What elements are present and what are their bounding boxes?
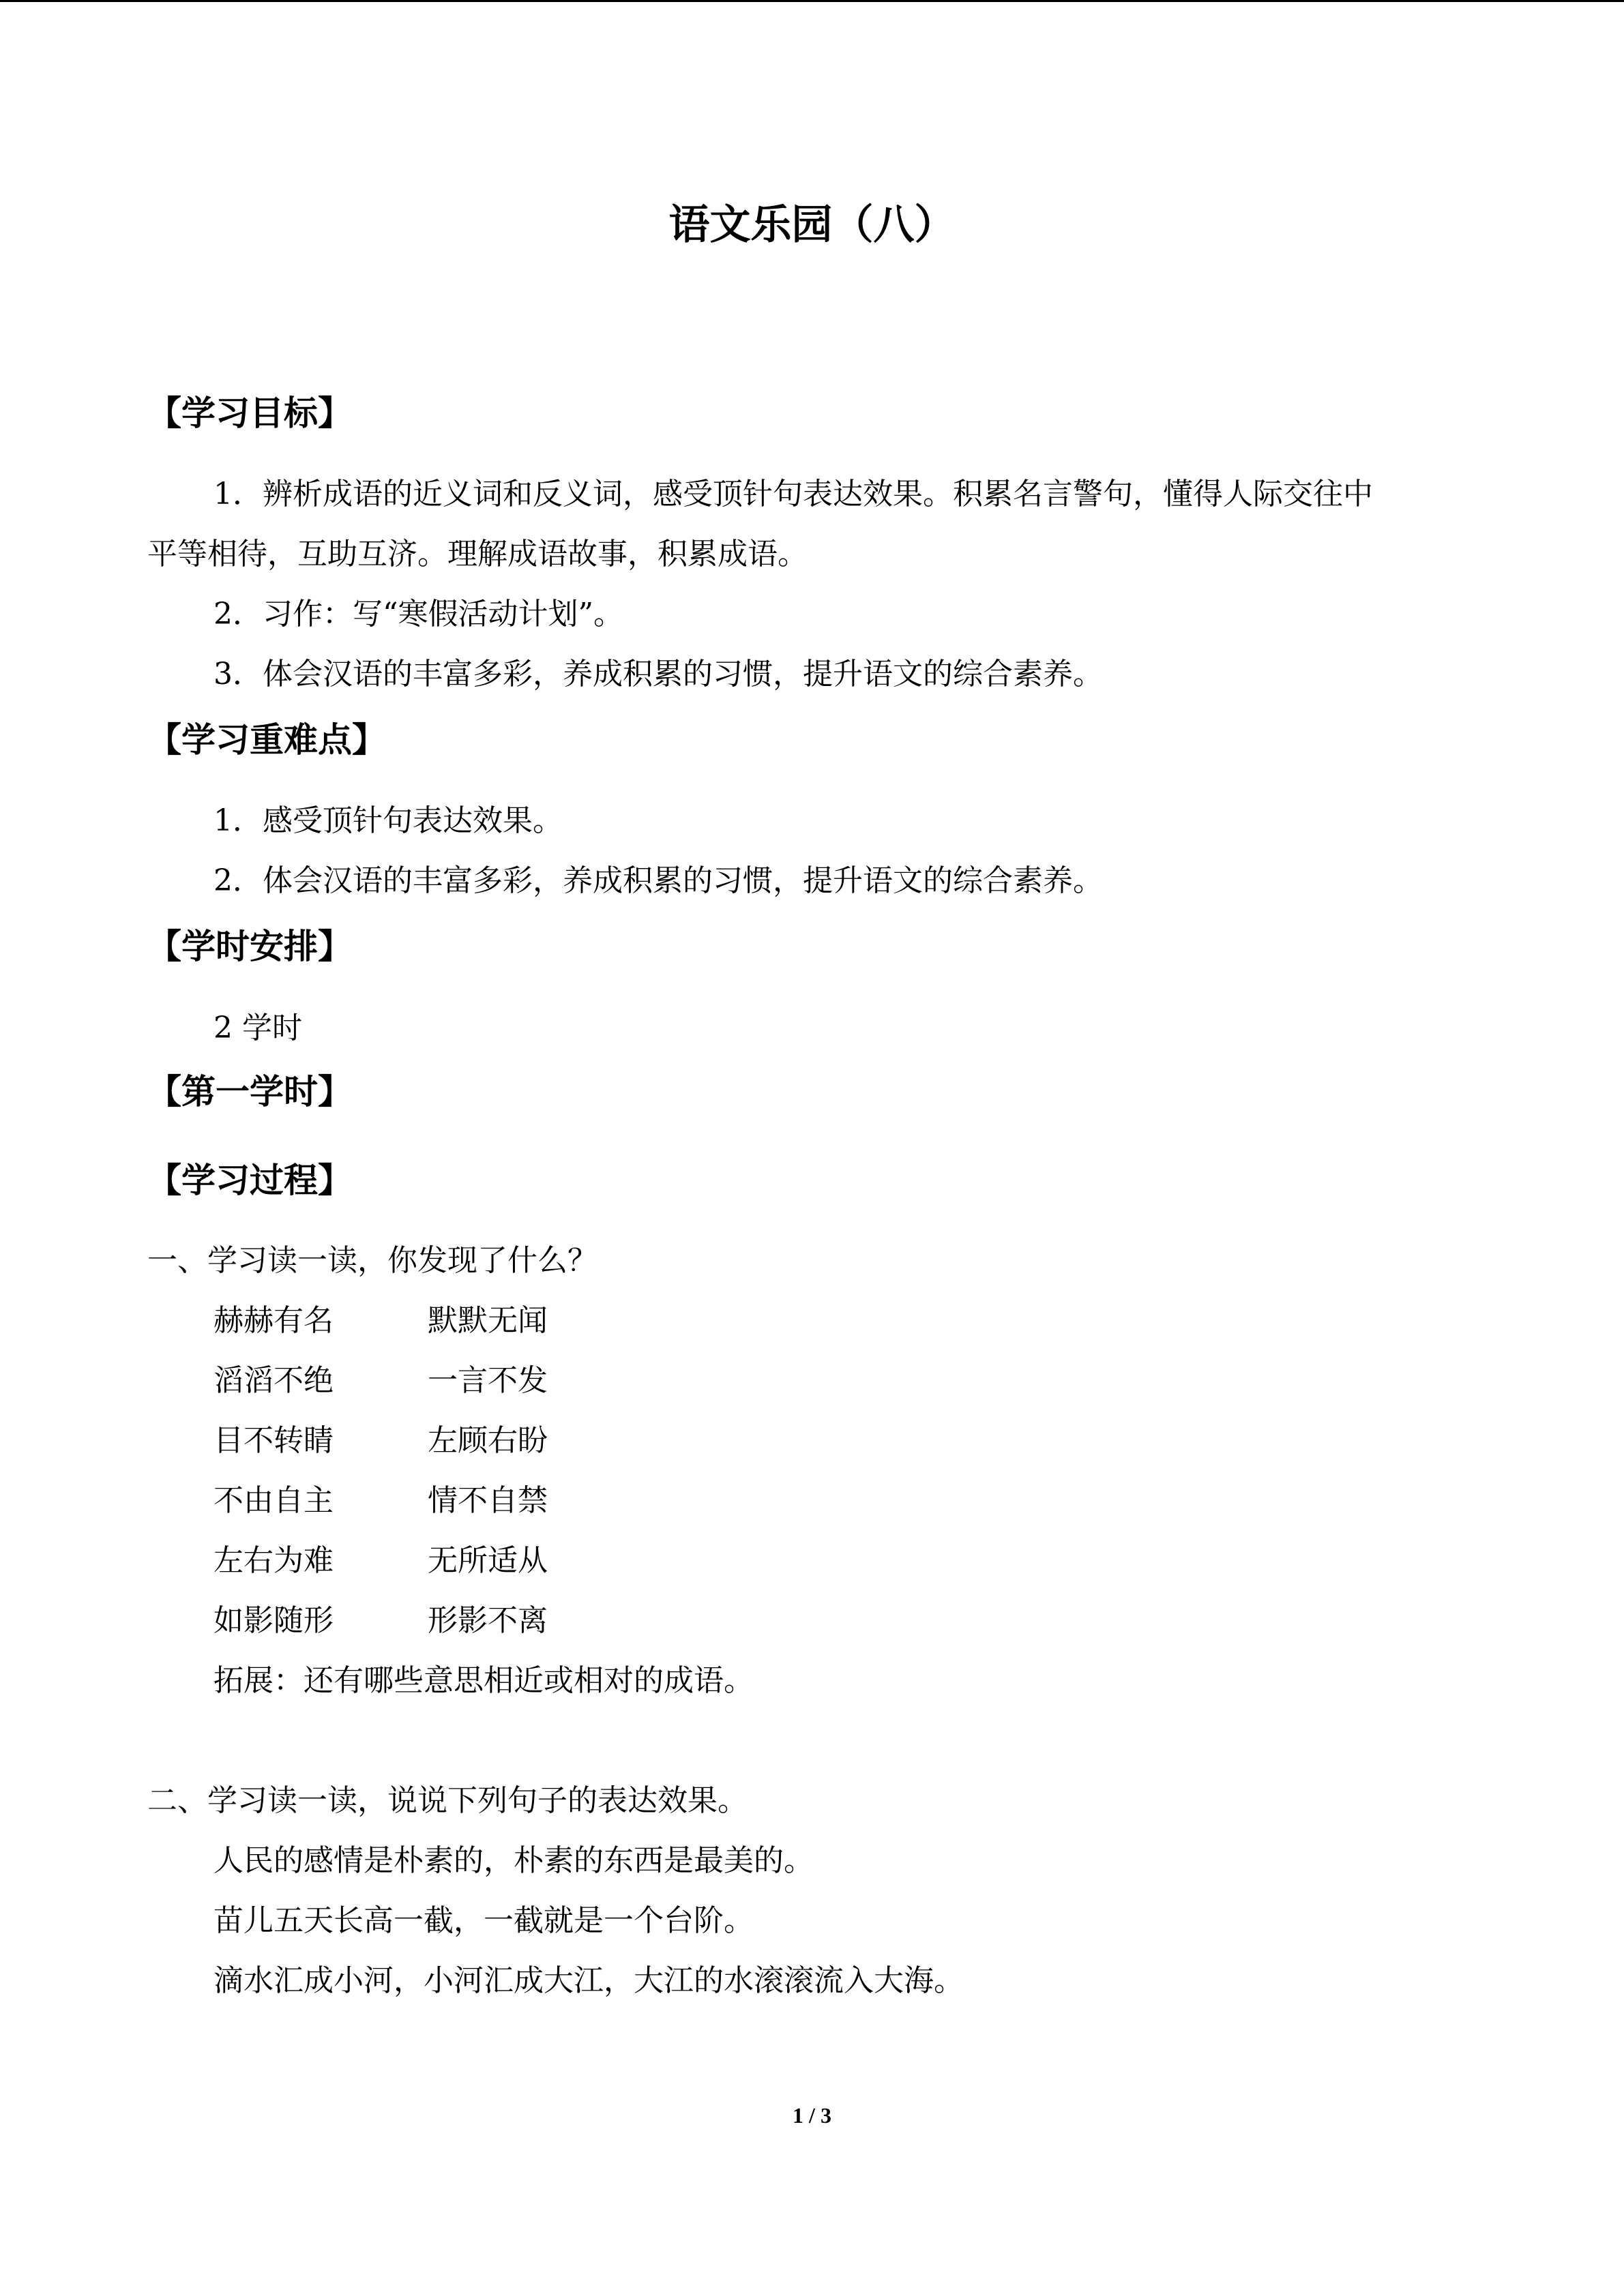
part2-sentence: 滴水汇成小河，小河汇成大江，大江的水滚滚流入大海。	[213, 1963, 964, 1998]
top-border-line	[0, 0, 1624, 2]
idiom-left: 目不转睛	[213, 1423, 334, 1458]
goal-item-3: 3．体会汉语的丰富多彩，养成积累的习惯，提升语文的综合素养。	[213, 657, 1103, 691]
idiom-right: 默默无闻	[428, 1303, 548, 1338]
part2-sentence: 苗儿五天长高一截，一截就是一个台阶。	[213, 1903, 754, 1938]
goal-item-2: 2．习作：写“寒假活动计划”。	[213, 597, 623, 631]
idiom-right: 一言不发	[428, 1363, 548, 1398]
idiom-right: 左顾右盼	[428, 1423, 548, 1458]
heading-first-period: 【第一学时】	[147, 1072, 352, 1112]
heading-learning-goals: 【学习目标】	[147, 393, 352, 433]
idiom-left: 不由自主	[213, 1483, 334, 1518]
idiom-right: 无所适从	[428, 1543, 548, 1578]
key-point-item-1: 1．感受顶针句表达效果。	[213, 803, 563, 838]
document-title: 语文乐园（八）	[668, 201, 956, 249]
heading-key-points: 【学习重难点】	[147, 720, 386, 760]
idiom-right: 形影不离	[428, 1603, 548, 1638]
part2-sentence: 人民的感情是朴素的，朴素的东西是最美的。	[213, 1843, 814, 1878]
idiom-left: 滔滔不绝	[213, 1363, 334, 1398]
goal-item-1-line-2: 平等相待，互助互济。理解成语故事，积累成语。	[147, 537, 808, 571]
part1-extension: 拓展：还有哪些意思相近或相对的成语。	[213, 1663, 754, 1698]
idiom-left: 如影随形	[213, 1603, 334, 1638]
schedule-text: 2 学时	[213, 1011, 302, 1045]
part1-prompt: 一、学习读一读，你发现了什么？	[147, 1243, 597, 1278]
key-point-item-2: 2．体会汉语的丰富多彩，养成积累的习惯，提升语文的综合素养。	[213, 863, 1103, 898]
idiom-right: 情不自禁	[428, 1483, 548, 1518]
idiom-left: 赫赫有名	[213, 1303, 334, 1338]
heading-schedule: 【学时安排】	[147, 927, 352, 966]
heading-learning-process: 【学习过程】	[147, 1161, 352, 1200]
idiom-left: 左右为难	[213, 1543, 334, 1578]
goal-item-1-line-1: 1．辨析成语的近义词和反义词，感受顶针句表达效果。积累名言警句，懂得人际交往中	[213, 477, 1373, 511]
part2-prompt: 二、学习读一读，说说下列句子的表达效果。	[147, 1783, 748, 1818]
page-number: 1 / 3	[793, 2103, 831, 2128]
